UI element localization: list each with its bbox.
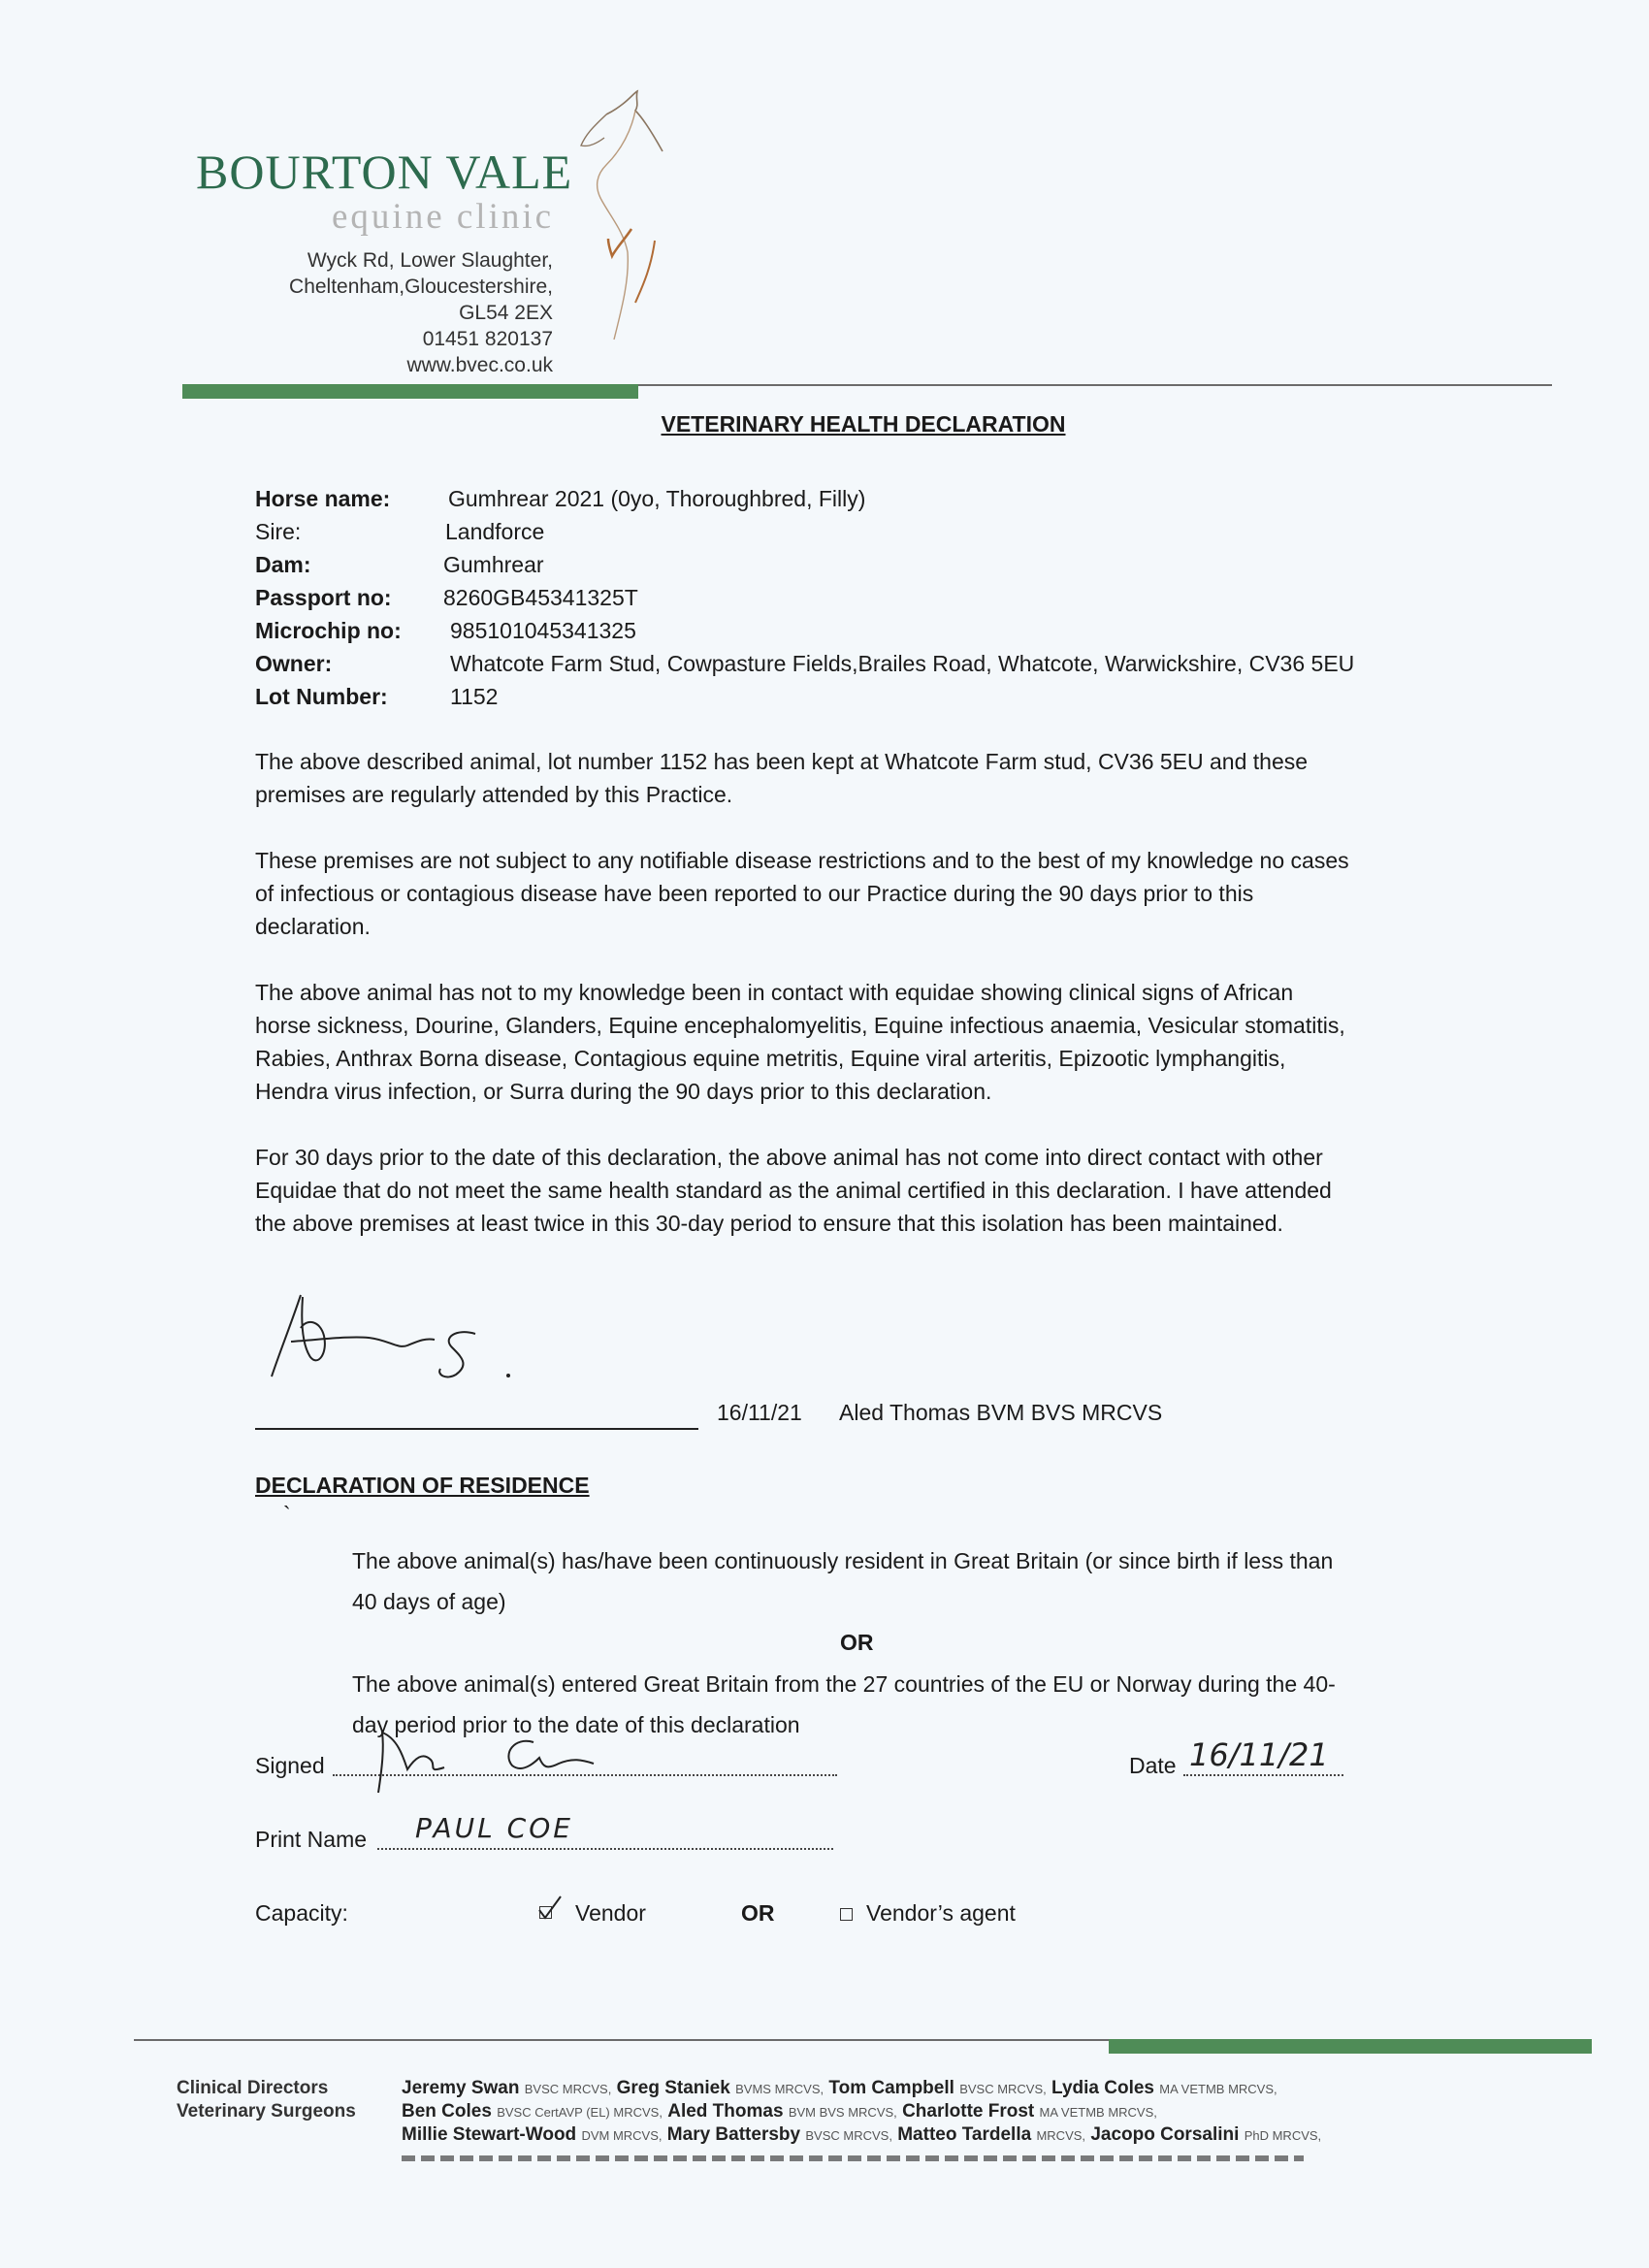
staff-name: Matteo Tardella <box>897 2124 1032 2145</box>
staff-name: Ben Coles <box>402 2101 492 2122</box>
clinic-subtitle: equine clinic <box>332 197 555 237</box>
staff-quals: BVMS MRCVS, <box>735 2082 824 2096</box>
field-label-owner: Owner: <box>255 651 333 676</box>
stray-mark: ` <box>283 1502 291 1527</box>
vendor-checkbox[interactable] <box>539 1904 552 1922</box>
capacity-or-label: OR <box>741 1900 775 1926</box>
staff-name: Lydia Coles <box>1051 2078 1154 2098</box>
paragraph-line: premises are regularly attended by this Practice. <box>255 782 733 807</box>
paragraph-restrictions <box>255 844 1506 943</box>
staff-quals: BVSC MRCVS, <box>959 2082 1047 2096</box>
paragraph-line: Equidae that do not meet the same health standard as the animal certified in this declaration. I have attended <box>255 1178 1332 1203</box>
staff-name: Mary Battersby <box>666 2124 801 2145</box>
field-value-dam: Gumhrear <box>443 552 544 577</box>
vet-signature-image <box>262 1285 534 1392</box>
field-label-dam: Dam: <box>255 552 311 577</box>
paragraph-line: Rabies, Anthrax Borna disease, Contagious equine metritis, Equine viral arteritis, Epizootic lymphangitis, <box>255 1046 1286 1071</box>
field-value-sire: Landforce <box>445 519 545 544</box>
footer-line-directors <box>402 2078 1277 2099</box>
vet-signature-date: 16/11/21 <box>717 1400 802 1425</box>
footer-cutoff-text <box>402 2155 1304 2161</box>
staff-quals: BVSC CertAVP (EL) MRCVS, <box>497 2105 663 2120</box>
staff-name: Aled Thomas <box>667 2101 784 2122</box>
header-green-bar <box>182 384 638 399</box>
paragraph-diseases <box>255 976 1506 1108</box>
address-line: Wyck Rd, Lower Slaughter, <box>307 249 553 272</box>
residence-heading: DECLARATION OF RESIDENCE <box>255 1473 590 1498</box>
footer-line-surgeons-1 <box>402 2101 1157 2122</box>
field-label-passport: Passport no: <box>255 585 392 610</box>
print-name-handwritten: PAUL COE <box>415 1812 573 1844</box>
field-value-passport: 8260GB45341325T <box>443 585 638 610</box>
date-label: Date <box>1129 1753 1177 1778</box>
residence-or-label: OR <box>840 1630 874 1655</box>
paragraph-isolation <box>255 1141 1506 1240</box>
vet-signature-name: Aled Thomas BVM BVS MRCVS <box>839 1400 1163 1425</box>
paragraph-line: Hendra virus infection, or Surra during the 90 days prior to this declaration. <box>255 1079 992 1104</box>
paragraph-line: the above premises at least twice in this 30-day period to ensure that this isolation has been maintained. <box>255 1211 1283 1236</box>
checkmark-icon <box>537 1895 563 1922</box>
staff-quals: BVSC MRCVS, <box>805 2128 892 2143</box>
staff-quals: MA VETMB MRCVS, <box>1039 2105 1157 2120</box>
footer-green-bar <box>1109 2039 1592 2054</box>
capacity-label: Capacity: <box>255 1900 348 1926</box>
print-name-label: Print Name <box>255 1827 368 1852</box>
horse-logo-icon <box>567 85 674 357</box>
staff-quals: MA VETMB MRCVS, <box>1159 2082 1277 2096</box>
print-name-dotted-line[interactable] <box>377 1847 833 1850</box>
field-value-lot-number: 1152 <box>450 684 499 709</box>
address-line: GL54 2EX <box>459 302 553 324</box>
footer-label-directors: Clinical Directors <box>177 2078 329 2098</box>
residence-option-1-line2: 40 days of age) <box>352 1589 506 1614</box>
website: www.bvec.co.uk <box>406 354 553 376</box>
clinic-name: BOURTON VALE <box>196 145 573 199</box>
residence-option-2-line1: The above animal(s) entered Great Britain from the 27 countries of the EU or Norway during the 40- <box>352 1671 1336 1697</box>
vendors-agent-label: Vendor’s agent <box>866 1900 1016 1926</box>
paragraph-line: horse sickness, Dourine, Glanders, Equine encephalomyelitis, Equine infectious anaemia, Vesicular stomatitis, <box>255 1013 1345 1038</box>
paragraph-line: The above animal has not to my knowledge been in contact with equidae showing clinical signs of African <box>255 980 1294 1005</box>
paragraph-line: These premises are not subject to any notifiable disease restrictions and to the best of my knowledge no cases <box>255 848 1349 873</box>
residence-option-2-line2: day period prior to the date of this declaration <box>352 1712 800 1737</box>
paragraph-line: For 30 days prior to the date of this declaration, the above animal has not come into direct contact with other <box>255 1145 1323 1170</box>
vendor-signature-image <box>369 1719 640 1797</box>
vendor-label: Vendor <box>575 1900 646 1926</box>
footer-line-surgeons-2 <box>402 2124 1321 2146</box>
vendors-agent-checkbox[interactable] <box>840 1906 853 1924</box>
staff-quals: BVSC MRCVS, <box>524 2082 612 2096</box>
field-value-microchip: 985101045341325 <box>450 618 636 643</box>
field-value-horse-name: Gumhrear 2021 (0yo, Thoroughbred, Filly) <box>448 486 866 511</box>
paragraph-line: of infectious or contagious disease have been reported to our Practice during the 90 days prior to this <box>255 881 1254 906</box>
residence-option-1-line1: The above animal(s) has/have been continuously resident in Great Britain (or since birth if less than <box>352 1548 1334 1573</box>
staff-quals: PhD MRCVS, <box>1244 2128 1322 2143</box>
signed-label: Signed <box>255 1753 325 1778</box>
footer-label-surgeons: Veterinary Surgeons <box>177 2101 356 2122</box>
staff-quals: BVM BVS MRCVS, <box>788 2105 897 2120</box>
staff-name: Jeremy Swan <box>402 2078 520 2098</box>
footer-rule <box>134 2039 1109 2041</box>
document-title: VETERINARY HEALTH DECLARATION <box>661 411 1066 437</box>
date-dotted-line[interactable] <box>1183 1773 1343 1776</box>
paragraph-premises <box>255 745 1506 811</box>
field-label-lot-number: Lot Number: <box>255 684 388 709</box>
staff-name: Charlotte Frost <box>902 2101 1035 2122</box>
staff-name: Jacopo Corsalini <box>1090 2124 1240 2145</box>
staff-quals: MRCVS, <box>1036 2128 1086 2143</box>
field-label-microchip: Microchip no: <box>255 618 402 643</box>
header-rule <box>638 384 1552 386</box>
staff-name: Millie Stewart-Wood <box>402 2124 577 2145</box>
paragraph-line: The above described animal, lot number 1152 has been kept at Whatcote Farm stud, CV36 5EU and these <box>255 749 1309 774</box>
staff-name: Greg Staniek <box>616 2078 730 2098</box>
address-line: Cheltenham,Gloucestershire, <box>289 275 553 298</box>
staff-quals: DVM MRCVS, <box>581 2128 663 2143</box>
field-label-horse-name: Horse name: <box>255 486 391 511</box>
field-label-sire: Sire: <box>255 519 302 544</box>
staff-name: Tom Campbell <box>828 2078 954 2098</box>
date-handwritten: 16/11/21 <box>1189 1736 1329 1773</box>
paragraph-line: declaration. <box>255 914 371 939</box>
vet-signature-line <box>255 1428 698 1430</box>
phone-number: 01451 820137 <box>422 328 553 350</box>
field-value-owner: Whatcote Farm Stud, Cowpasture Fields,Brailes Road, Whatcote, Warwickshire, CV36 5EU <box>450 651 1355 676</box>
